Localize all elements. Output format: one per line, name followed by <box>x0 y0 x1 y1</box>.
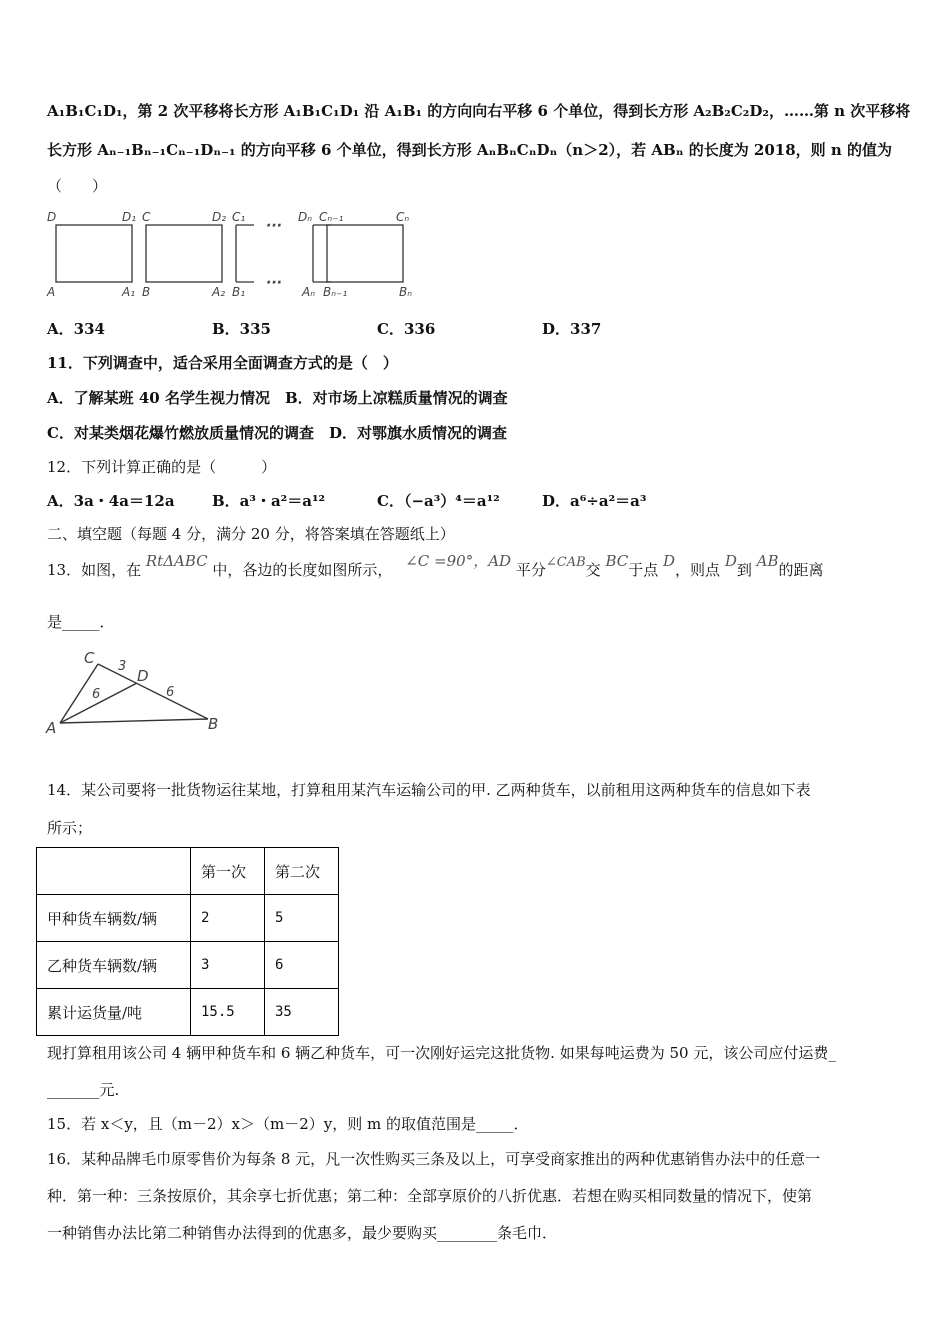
table-cell: 2 <box>191 895 265 942</box>
q12-choice-b[interactable]: B．a³・a²＝a¹² <box>212 492 326 510</box>
label-B1: B₁ <box>232 285 246 299</box>
q13-zedian: ，则点 <box>675 561 721 579</box>
q10-line2: 长方形 Aₙ₋₁Bₙ₋₁Cₙ₋₁Dₙ₋₁ 的方向平移 6 个单位，得到长方形 AₙBₙCₙDₙ（n＞2），若 ABₙ 的长度为 2018，则 n 的值为 <box>47 141 893 159</box>
table-cell: 乙种货车辆数/辆 <box>37 942 191 989</box>
q16-line3: 一种销售办法比第二种销售办法得到的优惠多，最少要购买________条毛巾． <box>47 1224 558 1242</box>
q11-choices-row2[interactable]: C．对某类烟花爆竹燃放质量情况的调查 D．对鄂旗水质情况的调查 <box>47 424 507 442</box>
label-B: B <box>142 285 151 299</box>
label-A: A <box>47 285 56 299</box>
q10-choice-c[interactable]: C．336 <box>377 320 436 338</box>
dots-bottom: ··· <box>266 275 282 291</box>
q14-line1: 14．某公司要将一批货物运往某地，打算租用某汽车运输公司的甲. 乙两种货车，以前租用这两种货车的信息如下表 <box>47 781 811 799</box>
section-fill-in-heading: 二、填空题（每题 4 分，满分 20 分，将答案填在答题纸上） <box>47 525 455 543</box>
len-AD: 6 <box>92 687 101 702</box>
table-header-cell: 第一次 <box>191 848 265 895</box>
q12-choice-a[interactable]: A．3a・4a＝12a <box>47 492 175 510</box>
table-cell: 35 <box>265 989 339 1036</box>
label-Bn: Bₙ <box>399 285 413 299</box>
q12-choice-c[interactable]: C．（−a³）⁴＝a¹² <box>377 492 500 510</box>
label-B: B <box>208 715 219 733</box>
q13-juli: 的距离 <box>778 561 824 579</box>
label-D: D <box>47 210 57 224</box>
table-cell: 甲种货车辆数/辆 <box>37 895 191 942</box>
q10-choice-b[interactable]: B．335 <box>212 320 271 338</box>
q13-bc: BC <box>605 552 629 570</box>
q13-ad: AD <box>488 552 512 570</box>
q10-answer-paren: （ ） <box>47 177 108 195</box>
q14-freight-table <box>36 847 339 1036</box>
q12-choice-d[interactable]: D．a⁶÷a²＝a³ <box>542 492 647 510</box>
table-row <box>37 989 339 1036</box>
q13-comma: ， <box>473 552 489 570</box>
label-C: C <box>84 649 95 667</box>
len-CD: 3 <box>118 659 127 674</box>
label-D: D <box>137 667 149 685</box>
q15-stem: 15．若 x＜y，且（m－2）x＞（m－2）y，则 m 的取值范围是_____． <box>47 1115 529 1133</box>
table-cell: 15.5 <box>191 989 265 1036</box>
table-cell: 累计运货量/吨 <box>37 989 191 1036</box>
q13-ab: AB <box>756 552 779 570</box>
label-C: C <box>142 210 151 224</box>
table-row <box>37 895 339 942</box>
q14-after2: _______元. <box>47 1081 120 1099</box>
table-cell: 6 <box>265 942 339 989</box>
q10-line1: A₁B₁C₁D₁，第 2 次平移将长方形 A₁B₁C₁D₁ 沿 A₁B₁ 的方向向右平移 6 个单位，得到长方形 A₂B₂C₂D₂，……第 n 次平移将 <box>47 102 911 120</box>
label-D2: D₂ <box>212 210 227 224</box>
q13-dao: 到 <box>736 561 752 579</box>
q11-choices-row1[interactable]: A．了解某班 40 名学生视力情况 B．对市场上凉糕质量情况的调查 <box>47 389 508 407</box>
rect-A1B1C1D1 <box>146 225 222 282</box>
label-Cn: Cₙ <box>396 210 410 224</box>
label-An: Aₙ <box>302 285 315 299</box>
q13-angle-c: ∠C =90° <box>405 552 474 570</box>
table-header-cell: 第二次 <box>265 848 339 895</box>
q13-bisect: 平分 <box>515 561 546 579</box>
q10-choice-d[interactable]: D．337 <box>542 320 602 338</box>
len-DB: 6 <box>166 685 175 700</box>
q16-line2: 种．第一种：三条按原价，其余享七折优惠；第二种：全部享原价的八折优惠．若想在购买相同数量的情况下，使第 <box>47 1187 813 1205</box>
label-D1: D₁ <box>122 210 137 224</box>
label-Cn-1: Cₙ₋₁ <box>319 210 344 224</box>
table-cell: 3 <box>191 942 265 989</box>
label-Bn-1: Bₙ₋₁ <box>323 285 348 299</box>
side-AB <box>60 719 208 723</box>
q12-stem: 12．下列计算正确的是（ ） <box>47 458 277 476</box>
q10-choice-a[interactable]: A．334 <box>47 320 105 338</box>
q13-stem <box>47 552 824 582</box>
q13-mid1: 中，各边的长度如图所示， <box>212 561 393 579</box>
table-cell: 5 <box>265 895 339 942</box>
q13-angle-cab: ∠CAB <box>545 555 586 570</box>
q13-prefix: 13．如图，在 <box>47 561 142 579</box>
table-header-cell <box>37 848 191 895</box>
label-C1: C₁ <box>232 210 246 224</box>
q13-triangle: RtΔABC <box>145 552 208 570</box>
table-header-row <box>37 848 339 895</box>
rect-ABCD <box>56 225 132 282</box>
q13-jiao: 交 <box>585 561 601 579</box>
dots-top: ··· <box>266 218 282 234</box>
q10-rectangles-figure <box>40 205 430 300</box>
label-A2: A₂ <box>212 285 226 299</box>
q14-after1: 现打算租用该公司 4 辆甲种货车和 6 辆乙种货车，可一次刚好运完这批货物. 如果每吨运费为 50 元，该公司应付运费_ <box>47 1044 836 1062</box>
table-row <box>37 942 339 989</box>
rect-AnBnCnDn <box>327 225 403 282</box>
q13-triangle-figure <box>40 645 240 740</box>
label-A: A <box>46 719 57 737</box>
label-Dn: Dₙ <box>298 210 313 224</box>
q13-point-d2: D <box>724 552 737 570</box>
q14-line2: 所示； <box>47 819 93 837</box>
q11-stem: 11．下列调查中，适合采用全面调查方式的是（ ） <box>47 354 398 372</box>
q13-yudian: 于点 <box>628 561 659 579</box>
side-CB <box>98 664 208 719</box>
label-A1: A₁ <box>122 285 136 299</box>
q13-point-d: D <box>663 552 676 570</box>
q16-line1: 16．某种品牌毛巾原零售价为每条 8 元，凡一次性购买三条及以上，可享受商家推出的两种优惠销售办法中的任意一 <box>47 1150 821 1168</box>
q13-answer-line: 是_____． <box>47 613 115 631</box>
